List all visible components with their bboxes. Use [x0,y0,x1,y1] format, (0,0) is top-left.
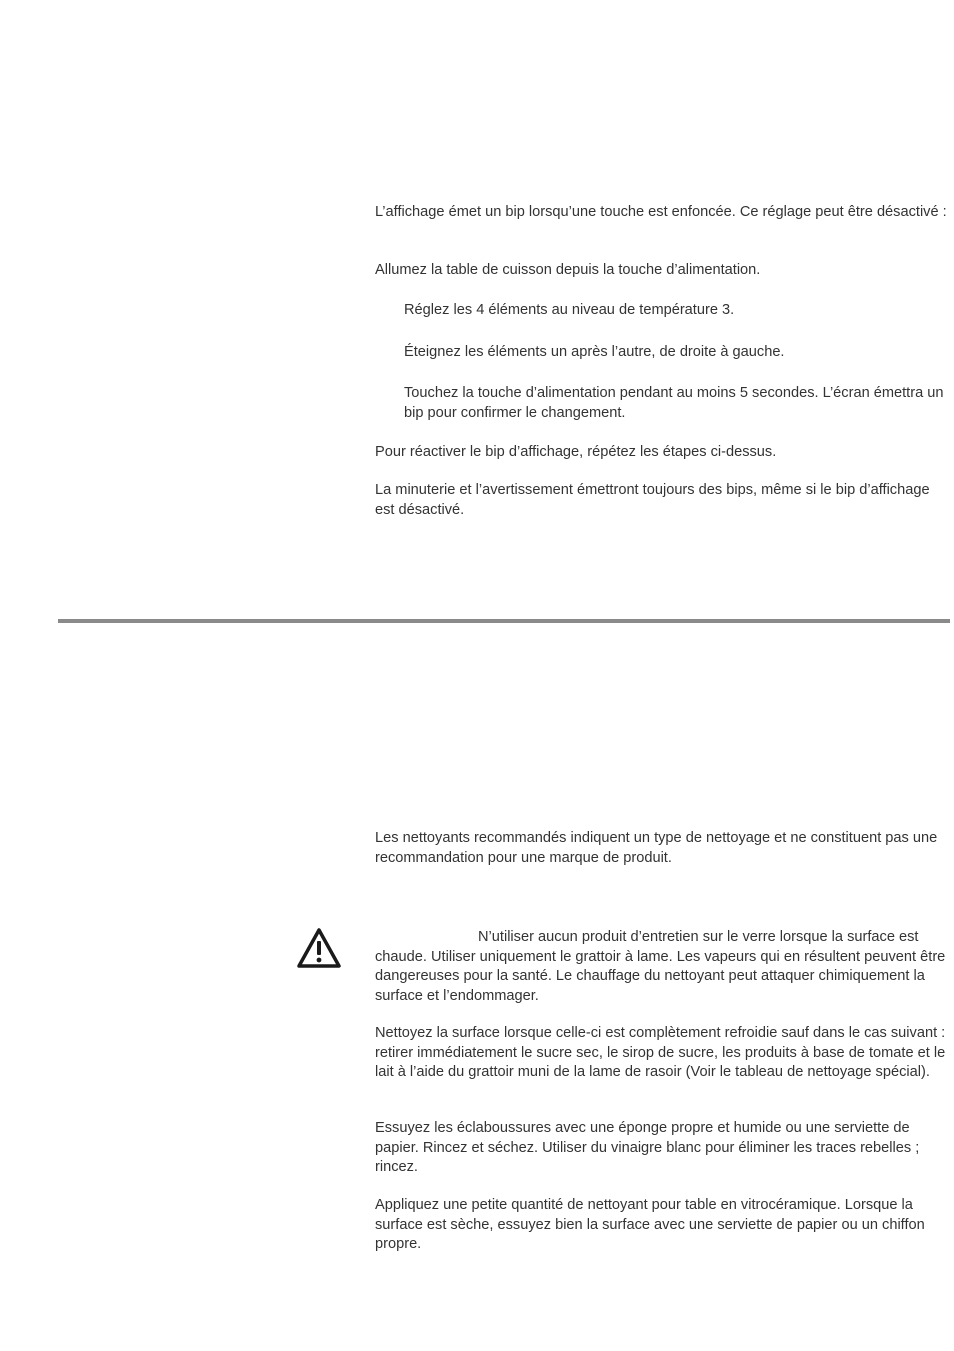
section-divider [58,619,950,623]
step-3: Touchez la touche d’alimentation pendant au moins 5 secondes. L’écran émettra un bip pour confirmer le changement. [404,385,944,421]
note-paragraph: La minuterie et l’avertissement émettront toujours des bips, même si le bip d’affichage est désactivé. [375,482,930,518]
intro-paragraph: L’affichage émet un bip lorsqu’une touche est enfoncée. Ce réglage peut être désactivé : [375,204,947,220]
spills-paragraph: Essuyez les éclaboussures avec une éponge propre et humide ou une serviette de papier. Rincez et séchez. Utiliser du vinaigre blanc pour éliminer les traces rebelles ; rincez. [375,1120,920,1175]
reactivate-paragraph: Pour réactiver le bip d’affichage, répétez les étapes ci-dessus. [375,444,777,460]
power-on-instruction: Allumez la table de cuisson depuis la touche d’alimentation. [375,262,761,278]
warning-text: N’utiliser aucun produit d’entretien sur le verre lorsque la surface est chaude. Utiliser uniquement le grattoir à lame. Les vapeurs qui en résultent peuvent être dangereuses pour la santé. Le chauffage du nettoyant peut attaquer chimiquement la surface et l’endommager. [375,929,946,1004]
warning-triangle-icon [296,927,342,969]
warning-paragraph [375,928,950,1006]
recommendation-paragraph: Les nettoyants recommandés indiquent un type de nettoyage et ne constituent pas une recommandation pour une marque de produit. [375,830,938,866]
step-2: Éteignez les éléments un après l’autre, de droite à gauche. [404,344,785,360]
clean-cool-paragraph: Nettoyez la surface lorsque celle-ci est complètement refroidie sauf dans le cas suivant : retirer immédiatement le sucre sec, le sirop de sucre, les produits à base de tomate et le lait à l’aide du grattoir muni de la lame de rasoir (Voir le tableau de nettoyage spécial). [375,1025,946,1080]
step-1: Réglez les 4 éléments au niveau de température 3. [404,302,735,318]
apply-paragraph: Appliquez une petite quantité de nettoyant pour table en vitrocéramique. Lorsque la surface est sèche, essuyez bien la surface avec une serviette de papier ou un chiffon propre. [375,1197,925,1252]
